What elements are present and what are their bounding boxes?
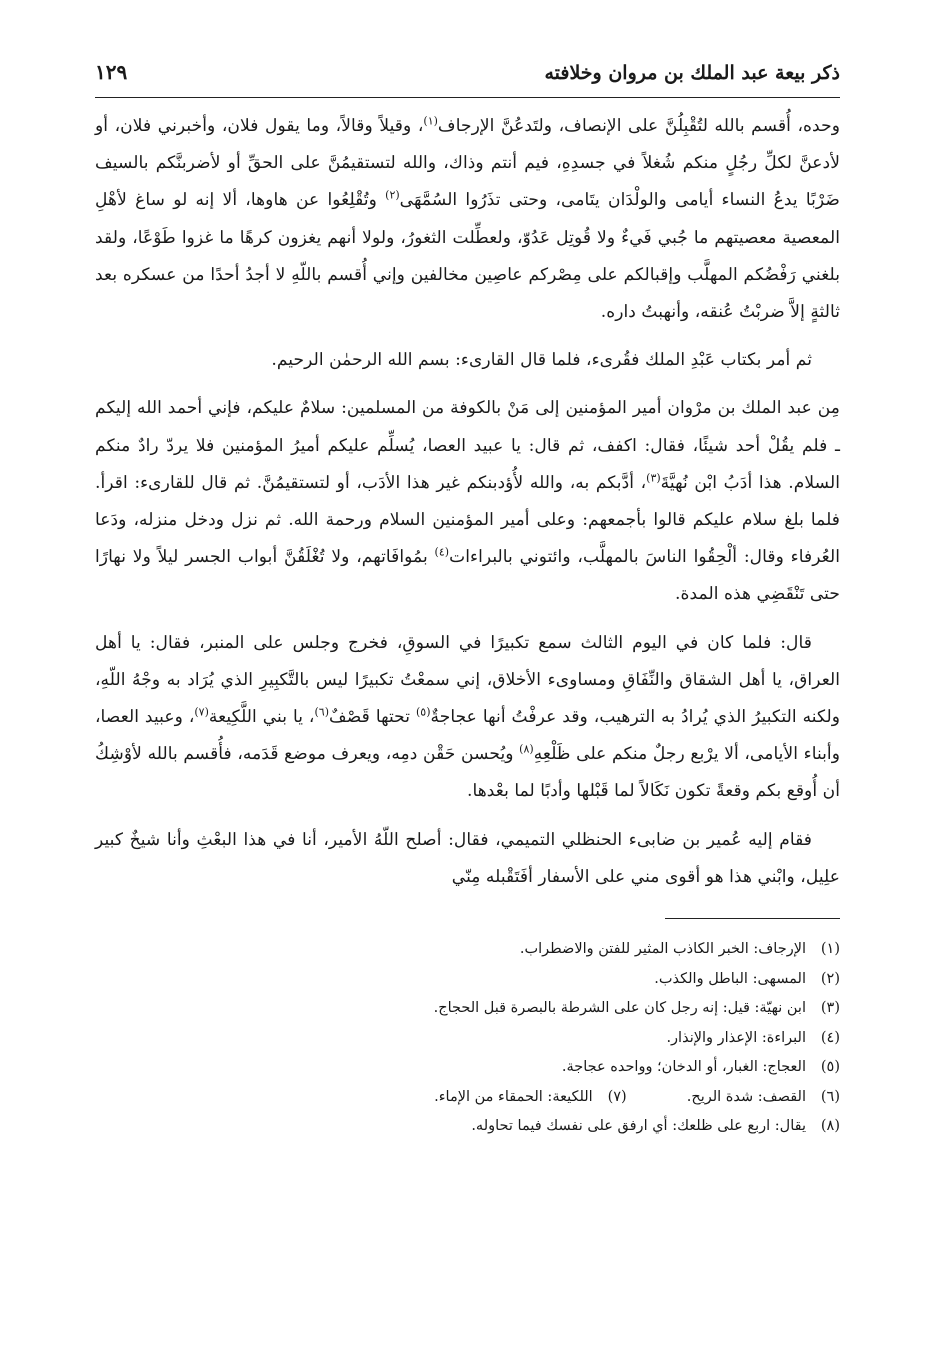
- footnote: [434, 994, 840, 1024]
- text-segment: تحتها قَصْفٌ: [328, 707, 416, 728]
- footnote-row: [95, 935, 840, 965]
- footnote: [666, 1024, 840, 1054]
- footnote-ref: (١): [423, 114, 438, 128]
- footnote-number: (٨): [820, 1118, 840, 1135]
- footnote: [687, 1083, 840, 1113]
- text-segment: وحده، أُقسم بالله لتُقْبِلُنَّ على الإنصاف، ولتَدعُنَّ الإرجاف: [437, 116, 840, 136]
- text-segment: بمُوافَاتهم، ولا تُغْلَقُنَّ أبواب الجسر ليلاً ولا نهارًا حتى تَنْقَضِي هذه المدة.: [95, 547, 840, 605]
- footnote-row: [95, 1053, 840, 1083]
- footnote-text: المسهى: الباطل والكذب.: [654, 970, 806, 987]
- footnote: [562, 1053, 840, 1083]
- text-segment: فقام إليه عُمير بن ضابىء الحنظلي التميمي، فقال: أصلح اللّهُ الأمير، أنا في هذا البعْثِ وأنا شيخٌ كبير علِيل، وابْني هذا هو أقوى مني على الأسفار أفَتَقْبله مِنّي: [95, 829, 840, 887]
- footnote-number: (٧): [607, 1088, 627, 1105]
- chapter-title: ذكر بيعة عبد الملك بن مروان وخلافته: [544, 62, 840, 84]
- footnote-ref: (٤): [434, 545, 450, 559]
- running-header: [95, 60, 840, 98]
- footnote-number: (١): [820, 941, 840, 958]
- footnotes: [95, 935, 840, 1142]
- footnote-ref: (٨): [519, 742, 534, 756]
- text-segment: ويُحسن حَقْن دمِه، ويعرف موضع قَدَمه، فأُقسم بالله لأوْشِكُ أن أُوقع بكم وقعةً تكون نَكَالاً لما قَبْلها وأدبًا لما بعْدها.: [95, 744, 840, 802]
- text-segment: ، يا بني اللَّكِيعة: [208, 707, 315, 728]
- footnote-text: اللكيعة: الحمقاء من الإماء.: [434, 1088, 593, 1105]
- footnote: [520, 935, 840, 965]
- footnote-ref: (٦): [314, 705, 329, 719]
- main-text: [95, 108, 840, 896]
- footnote-ref: (٧): [194, 705, 209, 719]
- footnote-text: العجاج: الغبار، أو الدخان؛ وواحده عجاجة.: [561, 1059, 806, 1076]
- paragraph: [95, 822, 840, 896]
- footnote-text: الإرجاف: الخبر الكاذب المثير للفتن والاضطراب.: [519, 941, 806, 958]
- footnote-text: البراءة: الإعذار والإنذار.: [666, 1029, 806, 1046]
- footnote-text: يقال: اربع على ظلعك: أي ارفق على نفسك فيما تحاوله.: [471, 1118, 806, 1135]
- paragraph: [95, 625, 840, 811]
- footnote-row: [95, 965, 840, 995]
- footnote-number: (٢): [820, 970, 840, 987]
- text-segment: ، أدَّبكم به، والله لأُؤدبنكم غير هذا الأدَب، أو لتستقيمُنَّ. ثم قال للقارىء: اقرأ. فلما بلغ سلام عليكم قالوا بأجمعهم: وعلى أمير المؤمنين السلام ورحمة الله. ثم نزل ودخل منزله، ودَعا العُرفاء وقال: ألْحِقُوا الناسَ بالمهلَّب، وائتوني بالبراءات: [95, 472, 840, 568]
- footnote-number: (٥): [820, 1059, 840, 1076]
- book-page: [95, 60, 840, 1142]
- footnote-ref: (٥): [416, 705, 431, 719]
- text-segment: قال: فلما كان في اليوم الثالث سمع تكبيرًا في السوقِ، فخرج وجلس على المنبر، فقال: يا أهل العراق، يا أهل الشقاق والنِّفَاقِ ومساوىء الأخلاق، إني سمعْتُ تكبيرًا ليس بالتَّكبِيرِ الذي يُرَاد به وجْهُ اللّهِ، ولكنه التكبيرُ الذي يُرادُ به الترهيب، وقد عرفْتُ أنها عجاجةٌ: [95, 632, 840, 728]
- paragraph: [95, 390, 840, 613]
- footnote-row: [95, 1024, 840, 1054]
- text-segment: ، وعبيد العصا، وأبناء الأيامى، ألا يرْبع رجلٌ منكم على ظَلْعِهِ: [95, 707, 840, 765]
- paragraph: [95, 108, 840, 331]
- footnote-row: [95, 994, 840, 1024]
- footnote-number: (٤): [820, 1029, 840, 1046]
- text-segment: وتُقْلِعُوا عن هاوها، ألا إنه لو ساغ لأهْلِ المعصية معصيتهم ما جُبي فَيءٌ ولا قُوتِل عَدُوّ، ولعطِّلت الثغورُ، ولولا أنهم يغزون كرهًا ما غزوا طَوْعًا، ولقد بلغني رَفْضُكم المهلَّب وإقبالكم على مِصْركم عاصِين مخالفين وإني أُقسم باللّهِ لا أجدُ أحدًا من عسكره بعد ثالثةٍ إلاَّ ضربْتُ عُنقه، وأنهبتُ داره.: [95, 190, 840, 323]
- page-number: ١٢٩: [95, 60, 128, 84]
- footnote: [471, 1112, 840, 1142]
- footnote-divider: [665, 918, 840, 919]
- text-segment: مِن عبد الملك بن مرْوان أمير المؤمنين إلى مَنْ بالكوفة من المسلمين: سلامٌ عليكم، فإني أحمد الله إليكم ـ فلم يقُلْ أحد شيئًا، فقال: اكفف، ثم قال: يا عبيد العصا، يُسلِّم عليكم أميرُ المؤمنين فلا يردّ رادٌ منكم السلام. هذا أدَبُ ابْن نُهيَّةَ: [95, 398, 841, 493]
- footnote-text: القصف: شدة الريح.: [686, 1088, 806, 1105]
- footnote-ref: (٢): [385, 188, 400, 202]
- footnote-ref: (٣): [646, 471, 661, 485]
- footnote-text: ابن نهيّة: قيل: إنه رجل كان على الشرطة بالبصرة قبل الحجاج.: [433, 1000, 806, 1017]
- footnote-number: (٣): [820, 1000, 840, 1017]
- footnote: [434, 1083, 627, 1113]
- text-segment: ، وقيلاً وقالاً، وما يقول فلان، وأخبرني فلان، أو لأدعنَّ لكلِّ رجُلٍ منكم شُغلاً في جسدِهِ، فيم أنتم وذاك، والله لتستقيمُنَّ على الحقِّ أو لأضربنَّكم بالسيف ضَرْبًا يدعُ النساء أيامى والولْدَان يتَامى، وحتى تذَرُوا السُمَّهَى: [95, 116, 840, 211]
- footnote-row: [95, 1083, 840, 1113]
- footnote-row: [95, 1112, 840, 1142]
- text-segment: ثم أمر بكتاب عَبْدِ الملك فقُرىء، فلما قال القارىء: بسم الله الرحمٰن الرحيم.: [271, 350, 812, 371]
- paragraph: [95, 342, 840, 379]
- footnote: [654, 965, 840, 995]
- footnote-number: (٦): [820, 1088, 840, 1105]
